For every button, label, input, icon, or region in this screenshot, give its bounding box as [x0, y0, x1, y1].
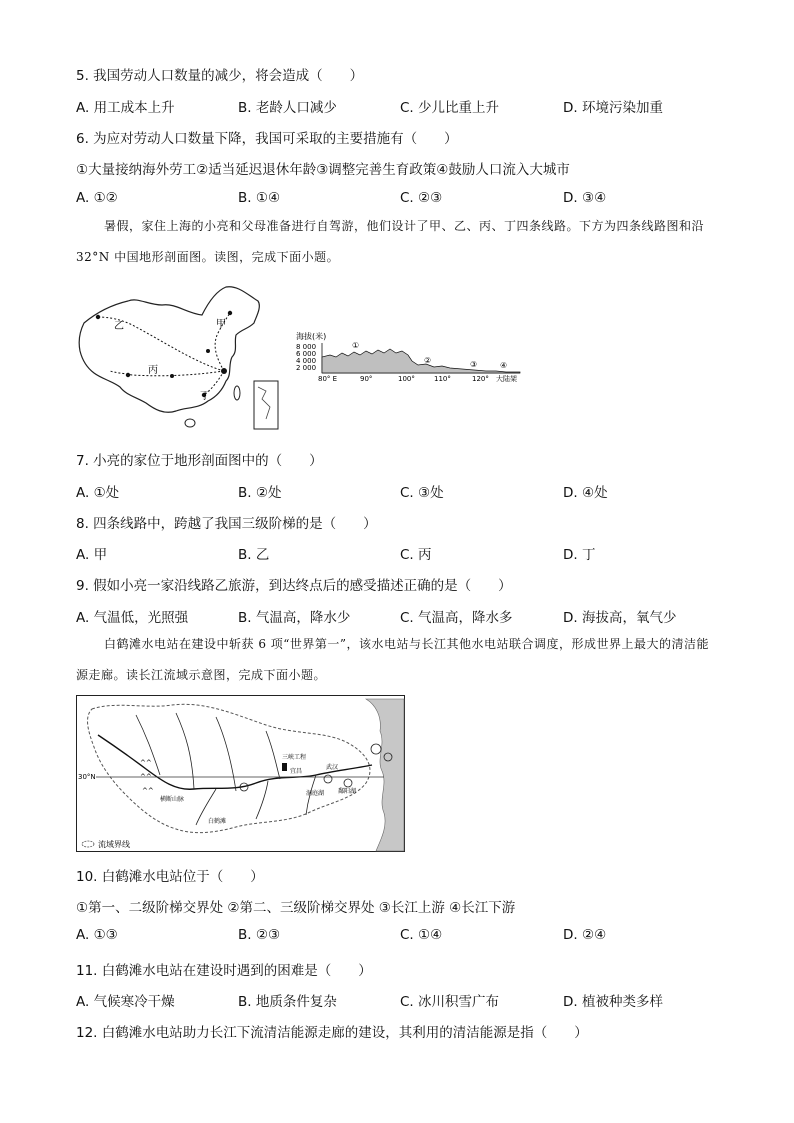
svg-text:6 000: 6 000	[296, 350, 317, 358]
q11-option-c[interactable]: C. 冰川积雪广布	[400, 994, 500, 1010]
svg-text:②: ②	[424, 356, 432, 365]
svg-text:110°: 110°	[434, 375, 451, 383]
q11-stem: 11. 白鹤滩水电站在建设时遇到的困难是（ ）	[76, 963, 372, 979]
q7-option-c[interactable]: C. ③处	[400, 485, 444, 501]
q10-option-b[interactable]: B. ②③	[238, 927, 281, 943]
q6-items: ①大量接纳海外劳工②适当延迟退休年龄③调整完善生育政策④鼓励人口流入大城市	[76, 162, 570, 178]
yangtze-basin-map	[76, 695, 406, 853]
svg-text:^^: ^^	[140, 759, 152, 767]
svg-text:2 000: 2 000	[296, 364, 317, 372]
q7-option-b[interactable]: B. ②处	[238, 485, 282, 501]
q9-stem: 9. 假如小亮一家沿线路乙旅游，到达终点后的感受描述正确的是（ ）	[76, 578, 512, 594]
svg-text:8 000: 8 000	[296, 343, 317, 351]
svg-text:大陆架: 大陆架	[496, 375, 517, 383]
svg-text:③: ③	[470, 360, 478, 369]
svg-text:^^: ^^	[140, 773, 152, 781]
q9-option-b[interactable]: B. 气温高，降水少	[238, 610, 351, 626]
svg-text:白鹤滩: 白鹤滩	[208, 818, 227, 825]
svg-text:宜昌: 宜昌	[290, 768, 303, 775]
svg-text:三峡工程: 三峡工程	[282, 754, 307, 761]
q11-option-a[interactable]: A. 气候寒冷干燥	[76, 994, 175, 1010]
q10-option-d[interactable]: D. ②④	[563, 927, 607, 943]
svg-text:洞庭湖: 洞庭湖	[306, 790, 325, 797]
q7-option-a[interactable]: A. ①处	[76, 485, 120, 501]
q9-option-c[interactable]: C. 气温高，降水多	[400, 610, 513, 626]
svg-text:90°: 90°	[360, 375, 373, 383]
q5-option-a[interactable]: A. 用工成本上升	[76, 100, 175, 116]
q8-stem: 8. 四条线路中，跨越了我国三级阶梯的是（ ）	[76, 516, 377, 532]
map-legend-label: 流域界线	[98, 840, 130, 849]
q6-stem: 6. 为应对劳动人口数量下降，我国可采取的主要措施有（ ）	[76, 131, 458, 147]
south-china-sea-inset	[254, 381, 278, 429]
q7-option-d[interactable]: D. ④处	[563, 485, 608, 501]
q11-option-d[interactable]: D. 植被种类多样	[563, 994, 663, 1010]
q9-option-a[interactable]: A. 气温低，光照强	[76, 610, 189, 626]
svg-text:④: ④	[500, 361, 508, 370]
passage-2: 白鹤滩水电站在建设中斩获 6 项“世界第一”，该水电站与长江其他水电站联合调度，形成世界上最大的清洁能源走廊。读长江流域示意图，完成下面小题。	[76, 637, 710, 682]
q8-option-a[interactable]: A. 甲	[76, 547, 108, 563]
q5-option-d[interactable]: D. 环境污染加重	[563, 100, 663, 116]
q5-stem: 5. 我国劳动人口数量的减少，将会造成（ ）	[76, 68, 364, 84]
q10-items: ①第一、二级阶梯交界处 ②第二、三级阶梯交界处 ③长江上游 ④长江下游	[76, 900, 516, 916]
svg-text:横断山脉: 横断山脉	[160, 796, 185, 803]
svg-text:^^: ^^	[142, 787, 154, 795]
lat-30n-label: 30°N	[78, 773, 96, 781]
q12-stem: 12. 白鹤滩水电站助力长江下流清洁能源走廊的建设，其利用的清洁能源是指（ ）	[76, 1025, 588, 1041]
route-label-yi: 乙	[114, 321, 124, 332]
route-label-ding: 丁	[200, 391, 210, 402]
q5-option-c[interactable]: C. 少儿比重上升	[400, 100, 500, 116]
route-label-bing: 丙	[148, 365, 158, 376]
svg-text:①: ①	[352, 341, 360, 350]
china-outline	[79, 287, 259, 413]
q10-option-a[interactable]: A. ①③	[76, 927, 118, 943]
q9-option-d[interactable]: D. 海拔高，氧气少	[563, 610, 677, 626]
three-gorges-dam-icon	[282, 763, 287, 771]
svg-text:120°: 120°	[472, 375, 489, 383]
svg-text:武汉: 武汉	[326, 764, 339, 771]
q6-option-a[interactable]: A. ①②	[76, 190, 118, 206]
q10-stem: 10. 白鹤滩水电站位于（ ）	[76, 869, 264, 885]
profile-ylabel: 海拔(米)	[296, 332, 327, 341]
svg-text:鄱阳湖: 鄱阳湖	[338, 788, 357, 795]
q10-option-c[interactable]: C. ①④	[400, 927, 443, 943]
terrain-profile	[296, 331, 520, 383]
svg-text:100°: 100°	[398, 375, 415, 383]
q5-option-b[interactable]: B. 老龄人口减少	[238, 100, 337, 116]
svg-text:80° E: 80° E	[318, 375, 338, 383]
q6-option-b[interactable]: B. ①④	[238, 190, 281, 206]
q7-stem: 7. 小亮的家位于地形剖面图中的（ ）	[76, 453, 323, 469]
q6-option-d[interactable]: D. ③④	[563, 190, 607, 206]
q6-option-c[interactable]: C. ②③	[400, 190, 443, 206]
svg-text:4 000: 4 000	[296, 357, 317, 365]
q8-option-b[interactable]: B. 乙	[238, 547, 270, 563]
q8-option-d[interactable]: D. 丁	[563, 547, 596, 563]
q8-option-c[interactable]: C. 丙	[400, 547, 432, 563]
passage-1: 暑假，家住上海的小亮和父母准备进行自驾游，他们设计了甲、乙、丙、丁四条线路。下方为四条线路图和沿 32°N 中国地形剖面图。读图，完成下面小题。	[76, 219, 705, 264]
route-map-figure	[76, 283, 536, 443]
route-label-jia: 甲	[216, 319, 226, 330]
q11-option-b[interactable]: B. 地质条件复杂	[238, 994, 337, 1010]
